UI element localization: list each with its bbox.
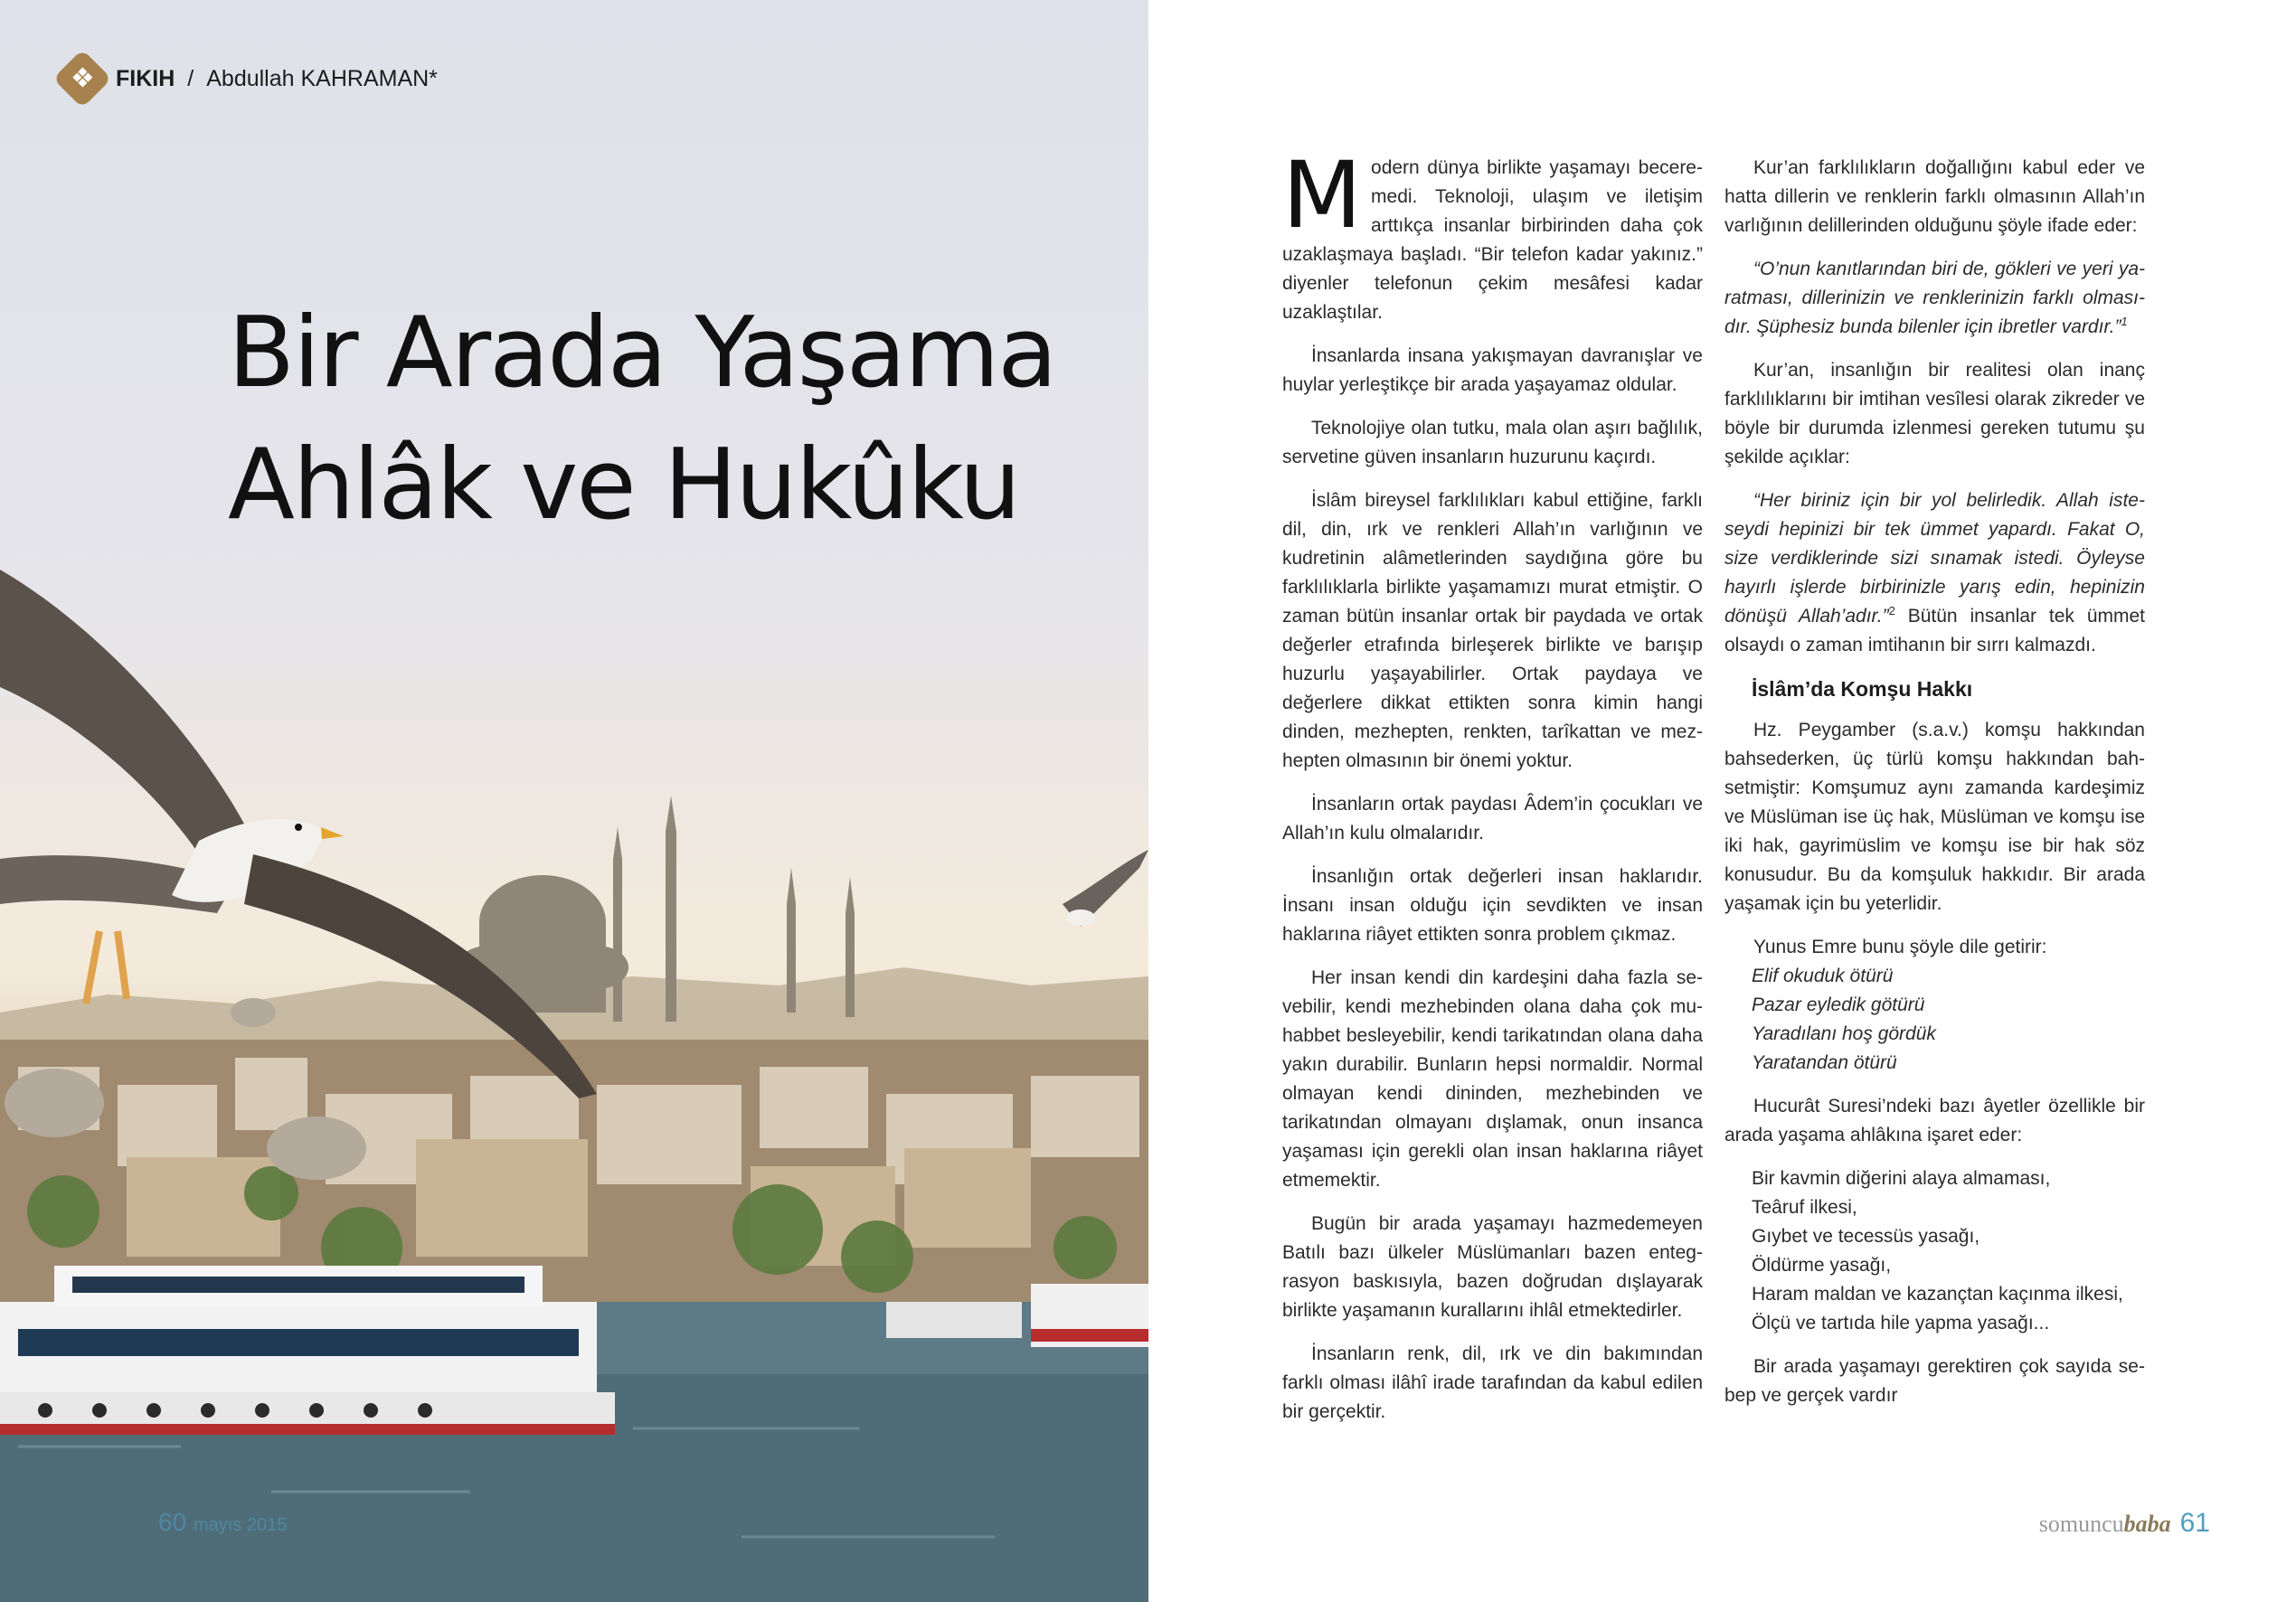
paragraph: İslâm bireysel farklılıkları kabul ettiğine, farklı dil, din, ırk ve renkleri Allah’ın varlığının ve kudretinin alâmetlerinden saydığına göre bu farklılıklarla birlikte yaşamamızı murat etmiştir. O zaman bütün insanlar ortak bir paydada ve ortak değerler etrafında birleşerek birlikte ve barışıp huzurlu yaşayabilirler. Ortak paydaya ve değerlere dikkat ettikten sonra kimin hangi dinden, mezhepten, renkten, tarîkattan ve mezhepten olmasının bir önemi yoktur. — [1282, 490, 1703, 771]
poem-line: Yaradılanı hoş gördük — [1752, 1023, 1936, 1044]
poem-line: Elif okuduk ötürü — [1752, 966, 1894, 986]
footnote-ref: 1 — [2121, 315, 2128, 328]
left-brand: mayıs 2015 — [193, 1515, 288, 1535]
paragraph: Her insan kendi din kardeşini daha fazla sevebilir, kendi mezhebinden olana daha çok muhabbet besleyebilir, kendi tarikatından olana daha yakın durabilir. Bunların hepsi normaldir. Normal olmayan kendi dininden, mezhebinden ve tarikatından olmayanı dışlamak, onun insanca yaşaması için gerekli olan insan haklarına riâyet etmemektir. — [1282, 967, 1703, 1191]
list-item: Gıybet ve tecessüs yasağı, — [1752, 1226, 1980, 1247]
poem-line: Pazar eyledik götürü — [1752, 994, 1925, 1015]
subheading: İslâm’da Komşu Hakkı — [1752, 677, 1973, 701]
paragraph: Teknolojiye olan tutku, mala olan aşırı bağlılık, servetine güven insanların huzurunu kaçırdı. — [1282, 418, 1703, 467]
paragraph: Bir arada yaşamayı gerektiren çok sayıda sebep ve gerçek vardır — [1724, 1356, 2145, 1406]
right-page-number: 61 — [2179, 1508, 2210, 1538]
column-2 — [1724, 154, 2145, 1425]
column-1 — [1282, 142, 1703, 1441]
principles-list — [1752, 1164, 2145, 1338]
header-separator: / — [187, 65, 194, 91]
left-page-number: 60 — [158, 1508, 187, 1536]
list-item: Ölçü ve tartıda hile yapma yasağı... — [1752, 1313, 2050, 1333]
paragraph: Kur’an, insanlığın bir realitesi olan inanç farklılıklarını bir imtihan vesîlesi olarak zikreder ve böyle bir durumda izlenmesi gereken tutumu şu şekilde açıklar: — [1724, 360, 2145, 467]
quran-quote-1: “O’nun kanıtlarından biri de, gökleri ve yeri yaratması, dillerinizin ve renklerinizin farklı olmasıdır. Şüphesiz bunda bilenler için ibretler vardır.”$^1$ — [1724, 259, 2145, 337]
magazine-brand: somuncubaba — [2038, 1511, 2171, 1537]
title-line-2: Ahlâk ve Hukûku — [228, 429, 1020, 542]
title-line-1: Bir Arada Yaşama — [228, 297, 1056, 410]
paragraph: İnsanlarda insana yakışmayan davranışlar ve huylar yerleştikçe bir arada yaşayamaz oldular. — [1282, 345, 1703, 395]
right-page — [1148, 0, 2296, 1602]
dropcap: M — [1282, 142, 1363, 250]
paragraph: Yunus Emre bunu şöyle dile getirir: — [1753, 937, 2047, 957]
section-header — [61, 58, 438, 99]
list-item: Teâruf ilkesi, — [1752, 1197, 1857, 1218]
section-logo-icon: ❖ — [52, 49, 111, 108]
paragraph: Kur’an farklılıkların doğallığını kabul eder ve hatta dillerin ve renklerin farklı olmasının Allah’ın varlığının delillerinden olduğunu şöyle ifade eder: — [1724, 157, 2145, 236]
list-item: Bir kavmin diğerini alaya almaması, — [1752, 1168, 2051, 1189]
quran-quote-2: “Her biriniz için bir yol belirledik. Allah isteseydi hepinizi bir tek ümmet yapardı. Fakat O, size verdiklerinde sizi sınamak istedi. Öyleyse hayırlı işlerde birbirinizle yarış edin, hepinizin dönüşü Allah’adır.”$^2$ Bütün insanlar tek ümmet olsaydı o zaman imtihanın bir sırrı kalmazdı. — [1724, 490, 2145, 655]
list-item: Haram maldan ve kazançtan kaçınma ilkesi, — [1752, 1284, 2123, 1305]
paragraph: İnsanların renk, dil, ırk ve din bakımından farklı olması ilâhî irade tarafından da kabul edilen bir gerçektir. — [1282, 1343, 1703, 1422]
footnote-ref: 2 — [1888, 604, 1895, 617]
list-item: Öldürme yasağı, — [1752, 1255, 1892, 1276]
article-title — [228, 287, 1055, 551]
paragraph: Hucurât Suresi’ndeki bazı âyetler özellikle bir arada yaşama ahlâkına işaret eder: — [1724, 1096, 2145, 1145]
section-label: FIKIH — [116, 65, 175, 91]
paragraph: Bugün bir arada yaşamayı hazmedemeyen Batılı bazı ülkeler Müslümanları bazen entegrasyon baskısıyla, bazen doğrudan dışlayarak birlikte yaşamanın kurallarını ihlâl etmektedirler. — [1282, 1213, 1703, 1321]
paragraph: İnsanların ortak paydası Âdem’in çocukları ve Allah’ın kulu olmalarıdır. — [1282, 794, 1703, 843]
poem-line: Yaratandan ötürü — [1752, 1052, 1897, 1073]
paragraph: Hz. Peygamber (s.a.v.) komşu hakkından bahsederken, üç türlü komşu hakkından bahsetmiştir: Komşumuz aynı zamanda kardeşimiz ve Müslüman ise üç hak, Müslüman ve komşu ise iki hak, gayrimüslim ve komşu ise bir hak söz konusudur. Bu da komşuluk hakkıdır. Bir arada yaşamak için bu yeterlidir. — [1724, 720, 2145, 914]
author-name: Abdullah KAHRAMAN* — [206, 65, 438, 91]
poem — [1752, 962, 2145, 1078]
paragraph: Modern dünya birlikte yaşamayı beceremedi. Teknoloji, ulaşım ve iletişim arttıkça insanlar birbirinden daha çok uzaklaşmaya başladı. “Bir telefon kadar yakınız.” diyenler telefonun çekim mesâfesi kadar uzaklaştılar. — [1282, 142, 1703, 323]
paragraph: İnsanlığın ortak değerleri insan haklarıdır. İnsanı insan olduğu için sevdikten ve insan haklarına riâyet ettikten sonra problem çıkmaz. — [1282, 866, 1703, 945]
right-footer — [2039, 1508, 2210, 1539]
left-footer — [158, 1508, 287, 1537]
